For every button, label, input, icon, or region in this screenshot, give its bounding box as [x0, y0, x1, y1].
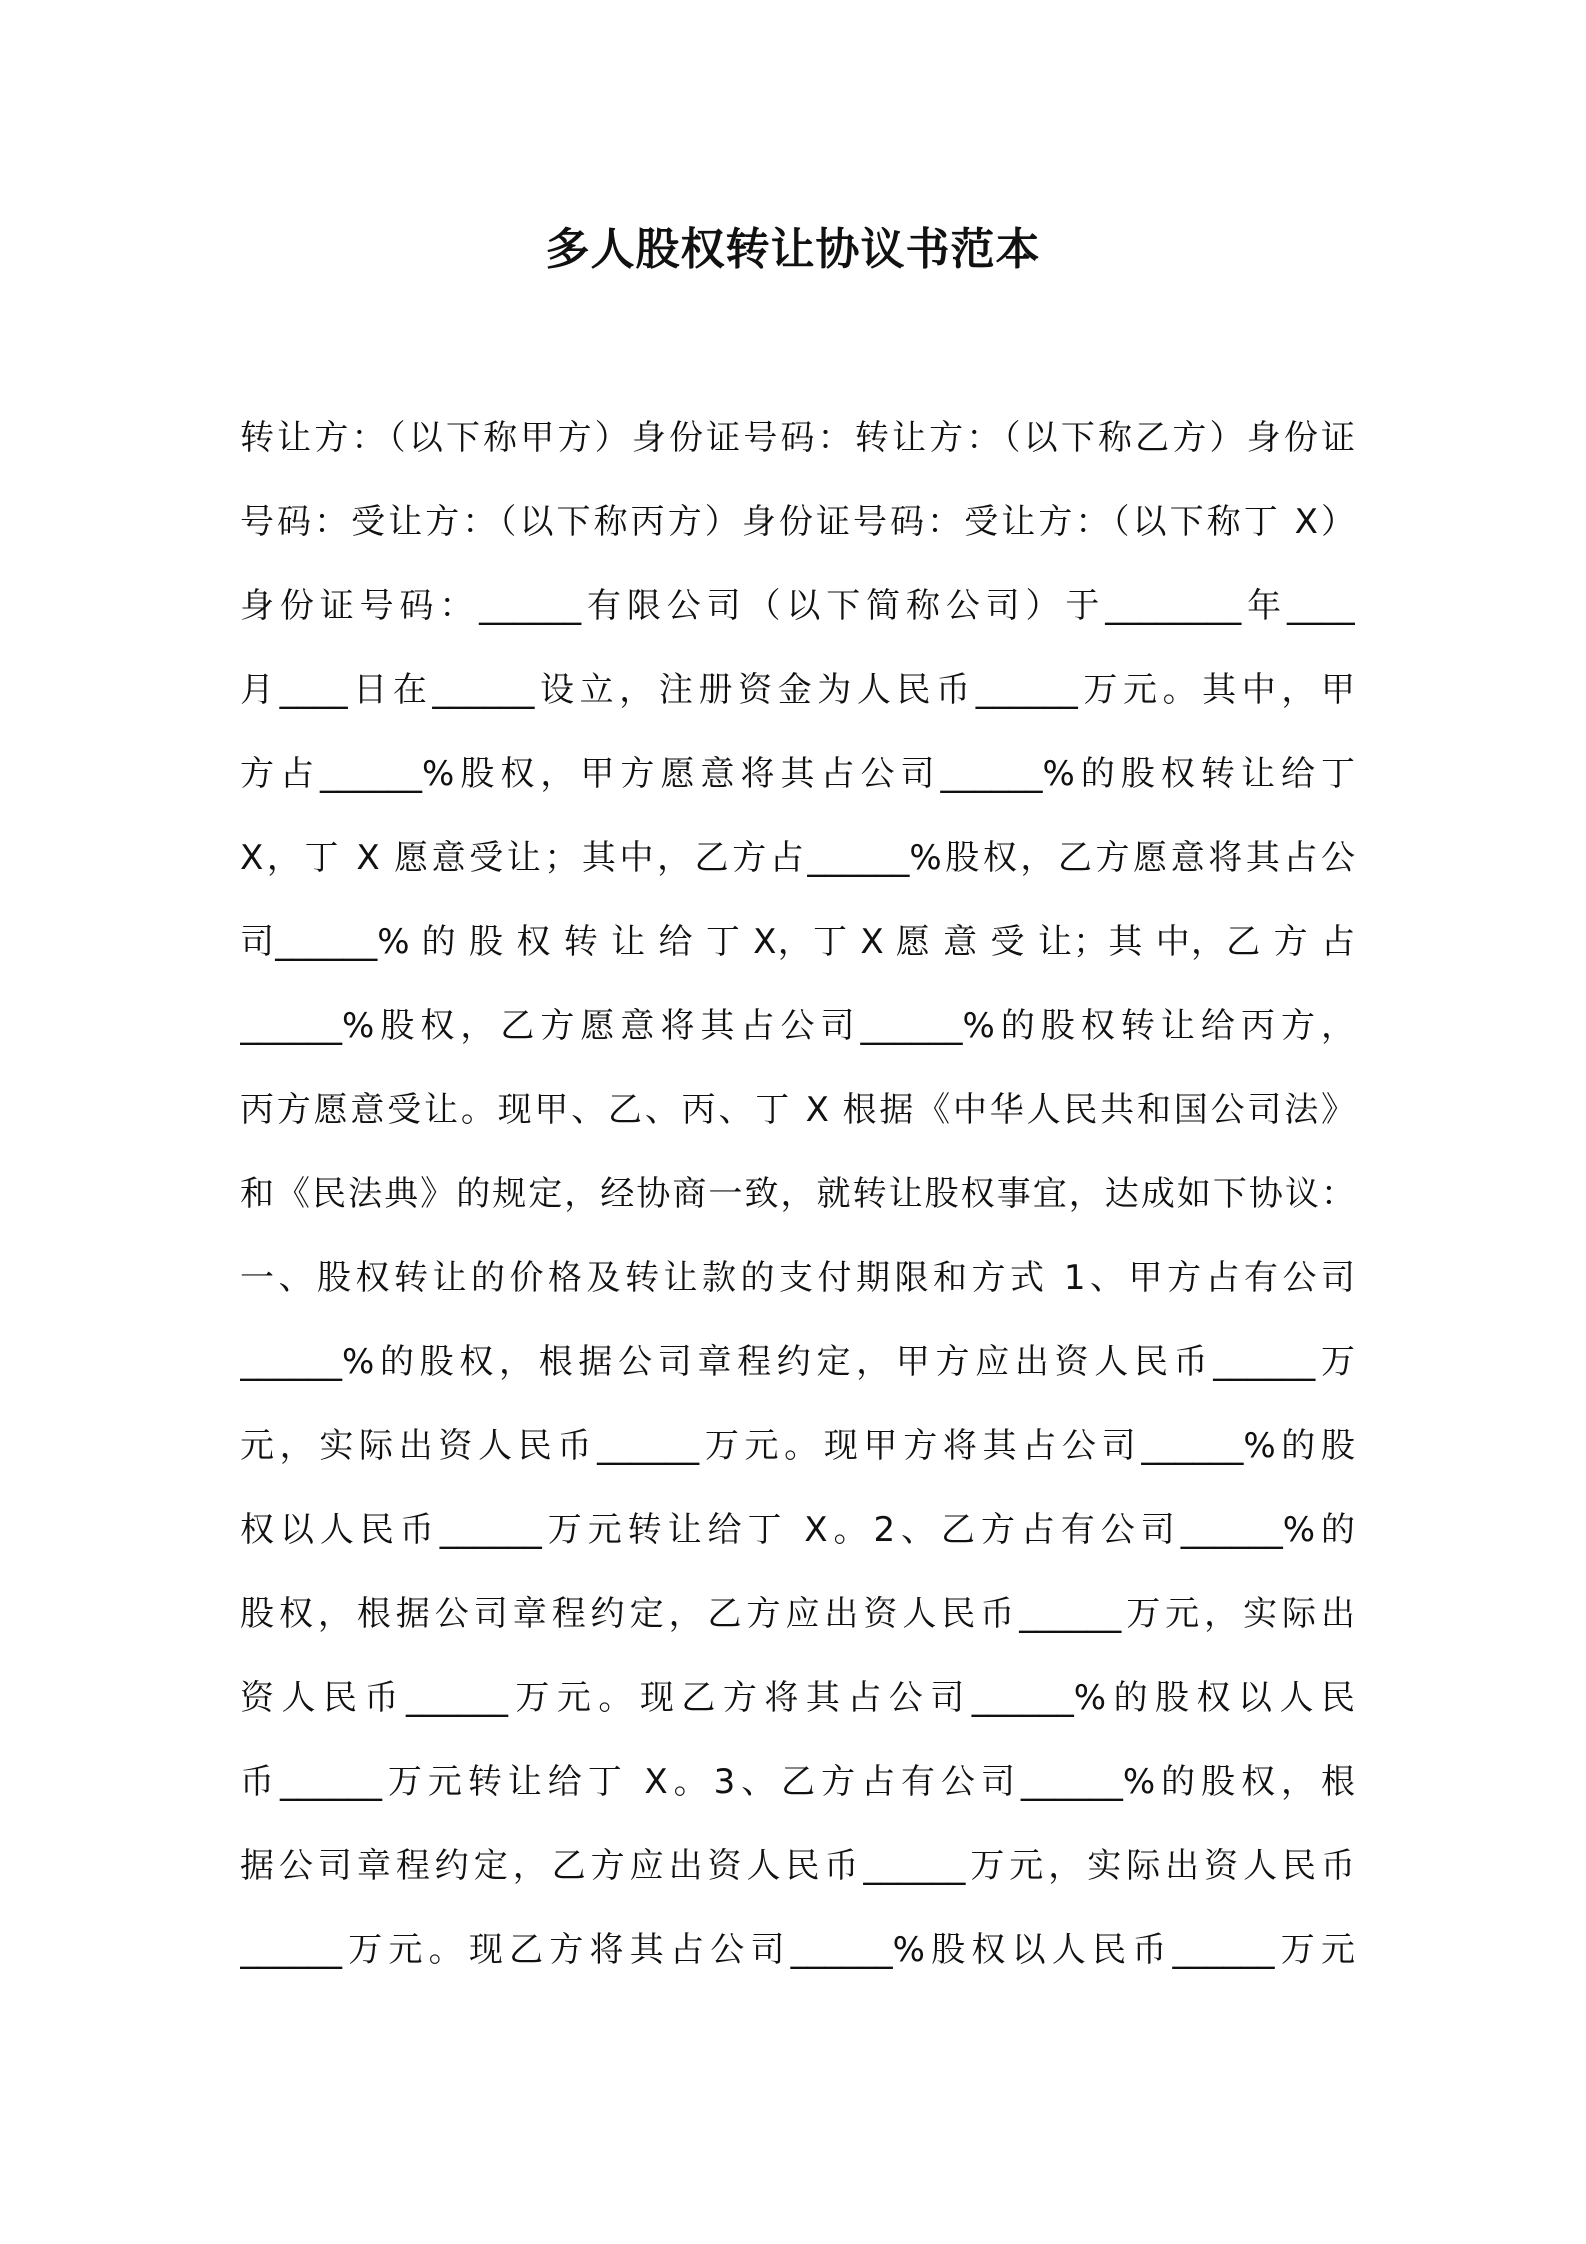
body-line: 转让方：（以下称甲方）身份证号码：转让方：（以下称乙方）身份证: [240, 418, 1355, 458]
body-line: 身份证号码：______有限公司（以下简称公司）于________年____: [240, 586, 1355, 626]
body-line: 币______万元转让给丁 X。3、乙方占有公司______%的股权，根: [240, 1762, 1355, 1802]
document-body: [240, 410, 1355, 2006]
body-line: 据公司章程约定，乙方应出资人民币______万元，实际出资人民币: [240, 1846, 1355, 1886]
body-line: 和《民法典》的规定，经协商一致，就转让股权事宜，达成如下协议：: [240, 1174, 1355, 1214]
body-line: 司______% 的 股 权 转 让 给 丁 X，丁 X 愿 意 受 让；其 中，乙 方 占: [240, 922, 1355, 962]
body-line: 元，实际出资人民币______万元。现甲方将其占公司______%的股: [240, 1426, 1355, 1466]
body-line: ______万元。现乙方将其占公司______%股权以人民币______万元: [240, 1930, 1355, 1970]
body-line: 月____日在______设立，注册资金为人民币______万元。其中，甲: [240, 670, 1355, 710]
body-line: 股权，根据公司章程约定，乙方应出资人民币______万元，实际出: [240, 1594, 1355, 1634]
body-line: ______%股权，乙方愿意将其占公司______%的股权转让给丙方，: [240, 1006, 1355, 1046]
body-line: X，丁 X 愿意受让；其中，乙方占______%股权，乙方愿意将其占公: [240, 838, 1355, 878]
body-line: 资人民币______万元。现乙方将其占公司______%的股权以人民: [240, 1678, 1355, 1718]
body-line: 一、股权转让的价格及转让款的支付期限和方式 1、甲方占有公司: [240, 1258, 1355, 1298]
body-line: 权以人民币______万元转让给丁 X。2、乙方占有公司______%的: [240, 1510, 1355, 1550]
body-line: ______%的股权，根据公司章程约定，甲方应出资人民币______万: [240, 1342, 1355, 1382]
document-title: 多人股权转让协议书范本: [545, 224, 1041, 275]
body-line: 方占______%股权，甲方愿意将其占公司______%的股权转让给丁: [240, 754, 1355, 794]
body-line: 号码：受让方：（以下称丙方）身份证号码：受让方：（以下称丁 X）: [240, 502, 1355, 542]
body-line: 丙方愿意受让。现甲、乙、丙、丁 X 根据《中华人民共和国公司法》: [240, 1090, 1355, 1130]
